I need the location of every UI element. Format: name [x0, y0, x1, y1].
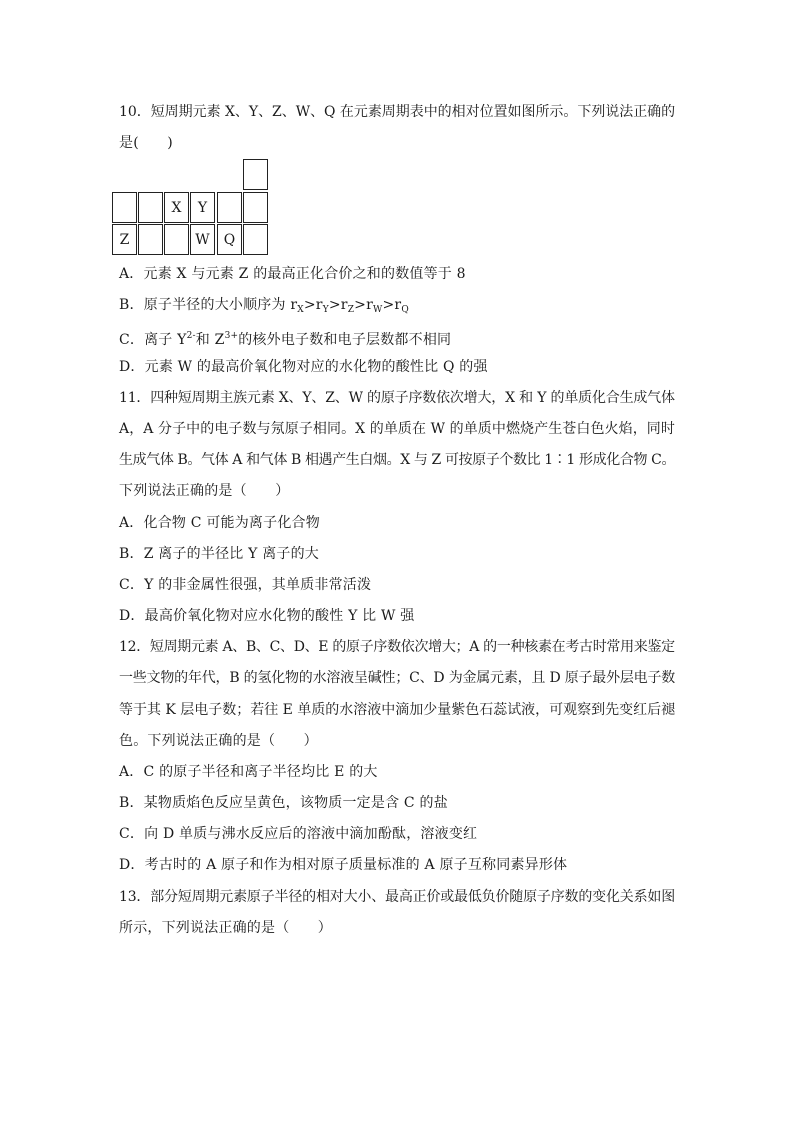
q10-option-a: A．元素 X 与元素 Z 的最高正化合价之和的数值等于 8 — [119, 266, 466, 282]
q10-option-d: D．元素 W 的最高价氧化物对应的水化物的酸性比 Q 的强 — [119, 359, 488, 375]
q11-stem-line2: A，A 分子中的电子数与氖原子相同。X 的单质在 W 的单质中燃烧产生苍白色火焰，同时 — [119, 421, 675, 437]
table-cell — [138, 192, 163, 223]
table-cell — [243, 192, 268, 223]
table-cell-q: Q — [217, 224, 242, 255]
q11-option-c: C．Y 的非金属性很强，其单质非常活泼 — [119, 577, 372, 593]
q12-option-d: D．考古时的 A 原子和作为相对原子质量标准的 A 原子互称同素异形体 — [119, 857, 568, 873]
q12-stem-line4: 色。下列说法正确的是（ ） — [119, 733, 318, 749]
q13-stem-line1: 13．部分短周期元素原子半径的相对大小、最高正价或最低负价随原子序数的变化关系如图 — [119, 889, 676, 905]
q12-stem-line2: 一些文物的年代，B 的氢化物的水溶液呈碱性；C、D 为金属元素，且 D 原子最外层电子数 — [119, 670, 676, 686]
q13-stem-line2: 所示，下列说法正确的是（ ） — [119, 920, 332, 936]
q11-stem-line4: 下列说法正确的是（ ） — [119, 483, 290, 499]
q12-stem-line1: 12．短周期元素 A、B、C、D、E 的原子序数依次增大；A 的一种核素在考古时常用来鉴定 — [119, 639, 675, 655]
table-cell-w: W — [190, 224, 215, 255]
table-cell — [112, 192, 137, 223]
q11-stem-line3: 生成气体 B。气体 A 和气体 B 相遇产生白烟。X 与 Z 可按原子个数比 1∶1 形成化合物 C。 — [119, 452, 676, 468]
q10-option-c: C．离子 $Y^{2-}$和 $Z^{3+}$的核外电子数和电子层数都不相同 — [119, 331, 452, 348]
table-cell-x: X — [164, 192, 189, 223]
q10-option-b: B．原子半径的大小顺序为 $r_X>r_Y>r_Z>r_W>r_Q$ — [119, 297, 409, 315]
q10-stem-line1: 10．短周期元素 X、Y、Z、W、Q 在元素周期表中的相对位置如图所示。下列说法正确的 — [119, 104, 676, 120]
q12-option-c: C．向 D 单质与沸水反应后的溶液中滴加酚酞，溶液变红 — [119, 826, 478, 842]
q12-option-b: B．某物质焰色反应呈黄色，该物质一定是含 C 的盐 — [119, 795, 448, 811]
q10-stem-line2: 是( ) — [119, 135, 173, 151]
table-cell-y: Y — [190, 192, 215, 223]
q12-stem-line3: 等于其 K 层电子数；若往 E 单质的水溶液中滴加少量紫色石蕊试液，可观察到先变红后褪 — [119, 702, 676, 718]
q11-option-a: A．化合物 C 可能为离子化合物 — [119, 515, 320, 531]
q11-option-b: B．Z 离子的半径比 Y 离子的大 — [119, 546, 320, 562]
q12-option-a: A．C 的原子半径和离子半径均比 E 的大 — [119, 764, 378, 780]
table-cell-z: Z — [112, 224, 137, 255]
q11-option-d: D．最高价氧化物对应水化物的酸性 Y 比 W 强 — [119, 608, 415, 624]
table-cell — [217, 192, 242, 223]
table-cell — [243, 224, 268, 255]
table-cell — [243, 159, 268, 190]
q11-stem-line1: 11．四种短周期主族元素 X、Y、Z、W 的原子序数依次增大，X 和 Y 的单质化合生成气体 — [119, 390, 675, 406]
table-cell — [164, 224, 189, 255]
table-cell — [138, 224, 163, 255]
